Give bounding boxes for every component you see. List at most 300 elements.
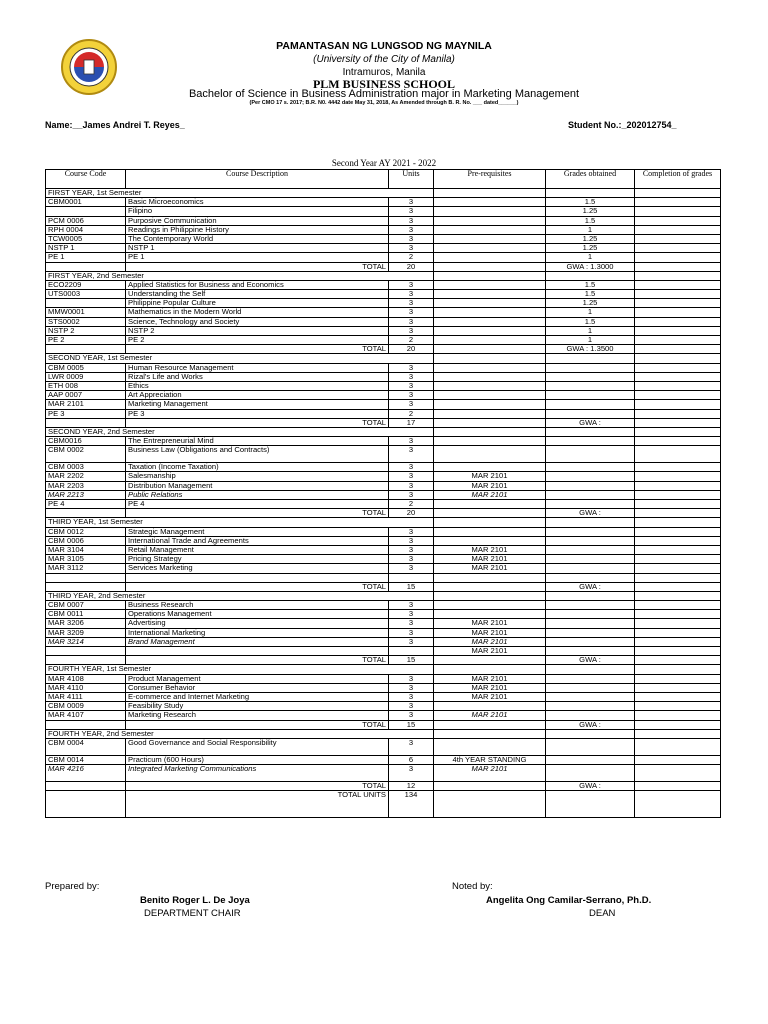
units-cell: 3 [389,711,434,720]
col-header-units: Units [389,170,434,189]
units-cell: 3 [389,391,434,400]
grade-cell [546,527,635,536]
grade-cell [546,536,635,545]
total-row [46,720,721,729]
semester-label: SECOND YEAR, 1st Semester [46,354,434,363]
table-row [46,463,721,472]
prerequisites-cell [434,253,546,262]
course-code-cell [46,782,126,791]
course-description-cell: TOTAL [126,656,389,665]
grade-cell [546,446,635,463]
grade-cell [546,437,635,446]
grade-cell [546,472,635,481]
prerequisites-cell [434,601,546,610]
grade-cell [546,400,635,409]
table-row [46,280,721,289]
completion-cell [635,253,721,262]
units-cell: 3 [389,545,434,554]
course-code-cell: MAR 2203 [46,481,126,490]
course-description-cell: Product Management [126,674,389,683]
prerequisites-cell: MAR 2101 [434,647,546,656]
grade-cell: 1 [546,253,635,262]
units-cell: 3 [389,317,434,326]
prerequisites-cell [434,336,546,345]
completion-cell [635,545,721,554]
empty-cell [546,189,635,198]
grade-cell: 1.5 [546,216,635,225]
empty-cell [635,189,721,198]
total-row [46,509,721,518]
col-header-code: Course Code [46,170,126,189]
completion-cell [635,720,721,729]
table-row [46,317,721,326]
empty-cell [635,665,721,674]
prerequisites-cell [434,610,546,619]
units-cell [389,573,434,582]
semester-header-row [46,271,721,280]
course-code-cell: CBM 0006 [46,536,126,545]
prerequisites-cell: MAR 2101 [434,692,546,701]
table-row [46,391,721,400]
units-cell: 3 [389,372,434,381]
prerequisites-cell [434,207,546,216]
course-code-cell: CBM 0003 [46,463,126,472]
completion-cell [635,317,721,326]
completion-cell [635,564,721,573]
grade-cell: 1.5 [546,280,635,289]
units-cell: 3 [389,692,434,701]
table-row [46,400,721,409]
course-code-cell: TCW0005 [46,234,126,243]
prerequisites-cell [434,791,546,818]
units-cell: 3 [389,683,434,692]
grade-cell [546,765,635,782]
grade-cell: GWA : [546,582,635,591]
units-cell: 3 [389,216,434,225]
completion-cell [635,674,721,683]
completion-cell [635,610,721,619]
units-cell: 3 [389,601,434,610]
grade-cell [546,463,635,472]
table-row [46,536,721,545]
total-row [46,345,721,354]
completion-cell [635,363,721,372]
course-code-cell: CBM 0005 [46,363,126,372]
course-description-cell: Feasibility Study [126,702,389,711]
units-cell: 3 [389,610,434,619]
completion-cell [635,299,721,308]
grade-cell [546,573,635,582]
table-row [46,437,721,446]
course-code-cell: MAR 3104 [46,545,126,554]
completion-cell [635,791,721,818]
prerequisites-cell [434,345,546,354]
course-code-cell: CBM 0014 [46,755,126,764]
course-code-cell: CBM 0007 [46,601,126,610]
course-code-cell: MAR 4107 [46,711,126,720]
completion-cell [635,446,721,463]
units-cell: 3 [389,381,434,390]
units-cell: 15 [389,656,434,665]
table-row [46,225,721,234]
course-code-cell: STS0002 [46,317,126,326]
semester-label: FIRST YEAR, 2nd Semester [46,271,434,280]
course-code-cell [46,791,126,818]
completion-cell [635,683,721,692]
course-description-cell: Rizal's Life and Works [126,372,389,381]
units-cell: 20 [389,345,434,354]
course-code-cell: NSTP 2 [46,326,126,335]
noted-by-label: Noted by: [452,881,493,892]
table-row [46,253,721,262]
course-description-cell: Distribution Management [126,481,389,490]
grade-cell: GWA : [546,509,635,518]
course-description-cell: TOTAL [126,582,389,591]
semester-header-row [46,591,721,600]
units-cell [389,647,434,656]
semester-header-row [46,189,721,198]
completion-cell [635,437,721,446]
course-code-cell: PE 4 [46,500,126,509]
table-row [46,573,721,582]
course-description-cell: Good Governance and Social Responsibility [126,738,389,755]
completion-cell [635,582,721,591]
completion-cell [635,216,721,225]
prerequisites-cell: MAR 2101 [434,674,546,683]
table-row [46,738,721,755]
location: Intramuros, Manila [342,67,426,78]
course-code-cell: PE 2 [46,336,126,345]
course-code-cell: MAR 4108 [46,674,126,683]
prerequisites-cell: MAR 2101 [434,481,546,490]
course-code-cell: NSTP 1 [46,244,126,253]
course-code-cell: LWR 0009 [46,372,126,381]
course-code-cell [46,656,126,665]
empty-cell [635,729,721,738]
table-row [46,564,721,573]
completion-cell [635,481,721,490]
grade-cell: GWA : 1.3500 [546,345,635,354]
grade-cell: 1.5 [546,317,635,326]
completion-cell [635,207,721,216]
grade-cell [546,409,635,418]
table-row [46,647,721,656]
completion-cell [635,198,721,207]
table-row [46,198,721,207]
course-code-cell: CBM 0004 [46,738,126,755]
completion-cell [635,345,721,354]
completion-cell [635,280,721,289]
course-code-cell: ECO2209 [46,280,126,289]
empty-cell [546,591,635,600]
empty-cell [546,729,635,738]
units-cell: 3 [389,207,434,216]
total-row [46,582,721,591]
units-cell: 15 [389,582,434,591]
prerequisites-cell: MAR 2101 [434,555,546,564]
grade-cell [546,637,635,646]
units-cell: 17 [389,418,434,427]
table-row [46,610,721,619]
grade-cell [546,555,635,564]
prerequisites-cell [434,782,546,791]
prerequisites-cell [434,400,546,409]
grade-cell: 1.25 [546,244,635,253]
table-row [46,372,721,381]
completion-cell [635,782,721,791]
prerequisites-cell [434,656,546,665]
grade-cell [546,391,635,400]
completion-cell [635,290,721,299]
units-cell: 3 [389,536,434,545]
course-description-cell: Integrated Marketing Communications [126,765,389,782]
prerequisites-cell [434,308,546,317]
grade-cell [546,738,635,755]
units-cell: 3 [389,472,434,481]
course-code-cell [46,262,126,271]
course-description-cell: NSTP 1 [126,244,389,253]
course-code-cell [46,345,126,354]
units-cell: 3 [389,290,434,299]
table-row [46,527,721,536]
course-description-cell: Services Marketing [126,564,389,573]
grade-cell: 1 [546,336,635,345]
empty-cell [635,518,721,527]
table-row [46,234,721,243]
prerequisites-cell [434,720,546,729]
table-header-row [46,170,721,189]
course-code-cell: RPH 0004 [46,225,126,234]
grade-cell: GWA : [546,656,635,665]
units-cell: 2 [389,409,434,418]
completion-cell [635,738,721,755]
course-description-cell: PE 3 [126,409,389,418]
table-row [46,308,721,317]
units-cell: 3 [389,490,434,499]
prerequisites-cell [434,738,546,755]
course-description-cell: Retail Management [126,545,389,554]
prerequisites-cell [434,500,546,509]
completion-cell [635,509,721,518]
course-code-cell: MAR 3209 [46,628,126,637]
prerequisites-cell [434,418,546,427]
course-description-cell: NSTP 2 [126,326,389,335]
completion-cell [635,262,721,271]
col-header-grades: Grades obtained [546,170,635,189]
units-cell: 3 [389,555,434,564]
prerequisites-cell [434,381,546,390]
empty-cell [434,427,546,436]
units-cell: 3 [389,446,434,463]
units-cell: 3 [389,308,434,317]
course-code-cell [46,573,126,582]
grade-cell [546,692,635,701]
units-cell: 134 [389,791,434,818]
course-description-cell: TOTAL UNITS [126,791,389,818]
grade-cell: 1 [546,326,635,335]
table-row [46,674,721,683]
semester-label: FOURTH YEAR, 1st Semester [46,665,434,674]
semester-header-row [46,354,721,363]
empty-cell [635,271,721,280]
university-name: PAMANTASAN NG LUNGSOD NG MAYNILA [276,40,492,52]
course-code-cell: ETH 008 [46,381,126,390]
course-description-cell: Basic Microeconomics [126,198,389,207]
course-description-cell: Strategic Management [126,527,389,536]
completion-cell [635,418,721,427]
units-cell: 2 [389,253,434,262]
prerequisites-cell [434,198,546,207]
course-code-cell: PCM 0006 [46,216,126,225]
completion-cell [635,490,721,499]
empty-cell [635,354,721,363]
course-code-cell: MMW0001 [46,308,126,317]
empty-cell [434,665,546,674]
course-code-cell [46,582,126,591]
course-description-cell: Filipino [126,207,389,216]
units-cell: 3 [389,765,434,782]
grade-cell: GWA : [546,720,635,729]
course-code-cell: MAR 4216 [46,765,126,782]
course-code-cell: CBM 0012 [46,527,126,536]
prerequisites-cell: MAR 2101 [434,564,546,573]
empty-cell [635,427,721,436]
units-cell: 2 [389,500,434,509]
prerequisites-cell: MAR 2101 [434,765,546,782]
prerequisites-cell: MAR 2101 [434,472,546,481]
units-cell: 3 [389,619,434,628]
completion-cell [635,381,721,390]
empty-cell [434,354,546,363]
prerequisites-cell [434,409,546,418]
completion-cell [635,765,721,782]
units-cell: 3 [389,326,434,335]
grade-cell [546,610,635,619]
course-code-cell: CBM0016 [46,437,126,446]
total-row [46,418,721,427]
units-cell: 3 [389,234,434,243]
school-name: PLM BUSINESS SCHOOL [312,77,456,91]
table-row [46,555,721,564]
course-description-cell: Understanding the Self [126,290,389,299]
course-code-cell: CBM 0009 [46,702,126,711]
course-code-cell: CBM 0002 [46,446,126,463]
completion-cell [635,527,721,536]
completion-cell [635,573,721,582]
course-description-cell: TOTAL [126,262,389,271]
course-description-cell [126,573,389,582]
grade-cell [546,674,635,683]
course-code-cell: MAR 2213 [46,490,126,499]
completion-cell [635,500,721,509]
table-row [46,490,721,499]
semester-header-row [46,518,721,527]
completion-cell [635,409,721,418]
completion-cell [635,536,721,545]
table-caption: Second Year AY 2021 - 2022 [331,158,437,168]
prerequisites-cell [434,262,546,271]
course-description-cell: The Entrepreneurial Mind [126,437,389,446]
course-description-cell: Business Law (Obligations and Contracts) [126,446,389,463]
prerequisites-cell [434,363,546,372]
semester-label: SECOND YEAR, 2nd Semester [46,427,434,436]
table-row [46,336,721,345]
semester-header-row [46,665,721,674]
course-code-cell: AAP 0007 [46,391,126,400]
prepared-by-label: Prepared by: [45,881,100,892]
table-row [46,207,721,216]
grade-cell [546,791,635,818]
table-row [46,545,721,554]
course-code-cell [46,207,126,216]
course-code-cell: CBM0001 [46,198,126,207]
course-code-cell: UTS0003 [46,290,126,299]
course-description-cell: Marketing Research [126,711,389,720]
prerequisites-cell [434,463,546,472]
grade-cell [546,500,635,509]
completion-cell [635,472,721,481]
course-description-cell: E-commerce and Internet Marketing [126,692,389,701]
course-code-cell [46,720,126,729]
course-code-cell: MAR 3206 [46,619,126,628]
prerequisites-cell [434,299,546,308]
course-code-cell: PE 1 [46,253,126,262]
prerequisites-cell: MAR 2101 [434,619,546,628]
table-row [46,409,721,418]
prerequisites-cell [434,509,546,518]
prerequisites-cell [434,234,546,243]
prepared-by-title: DEPARTMENT CHAIR [144,908,241,919]
prerequisites-cell [434,244,546,253]
completion-cell [635,244,721,253]
prerequisites-cell [434,573,546,582]
grade-cell: 1.5 [546,198,635,207]
grade-cell [546,711,635,720]
empty-cell [434,729,546,738]
units-cell: 3 [389,628,434,637]
course-description-cell: Readings in Philippine History [126,225,389,234]
grade-cell [546,564,635,573]
course-description-cell: TOTAL [126,345,389,354]
table-row [46,381,721,390]
grade-cell: 1.25 [546,299,635,308]
course-code-cell: MAR 3105 [46,555,126,564]
table-row [46,637,721,646]
units-cell: 3 [389,527,434,536]
course-description-cell: Consumer Behavior [126,683,389,692]
course-description-cell: TOTAL [126,509,389,518]
completion-cell [635,225,721,234]
completion-cell [635,692,721,701]
grade-cell [546,372,635,381]
units-cell: 3 [389,481,434,490]
semester-label: THIRD YEAR, 2nd Semester [46,591,434,600]
prerequisites-cell [434,225,546,234]
units-cell: 3 [389,564,434,573]
prepared-by-name: Benito Roger L. De Joya [140,895,250,906]
semester-header-row [46,729,721,738]
table-row [46,500,721,509]
course-description-cell: PE 1 [126,253,389,262]
course-description-cell: Philippine Popular Culture [126,299,389,308]
completion-cell [635,656,721,665]
semester-label: FIRST YEAR, 1st Semester [46,189,434,198]
units-cell: 3 [389,738,434,755]
units-cell: 3 [389,463,434,472]
course-description-cell: Science, Technology and Society [126,317,389,326]
units-cell: 3 [389,702,434,711]
units-cell: 15 [389,720,434,729]
